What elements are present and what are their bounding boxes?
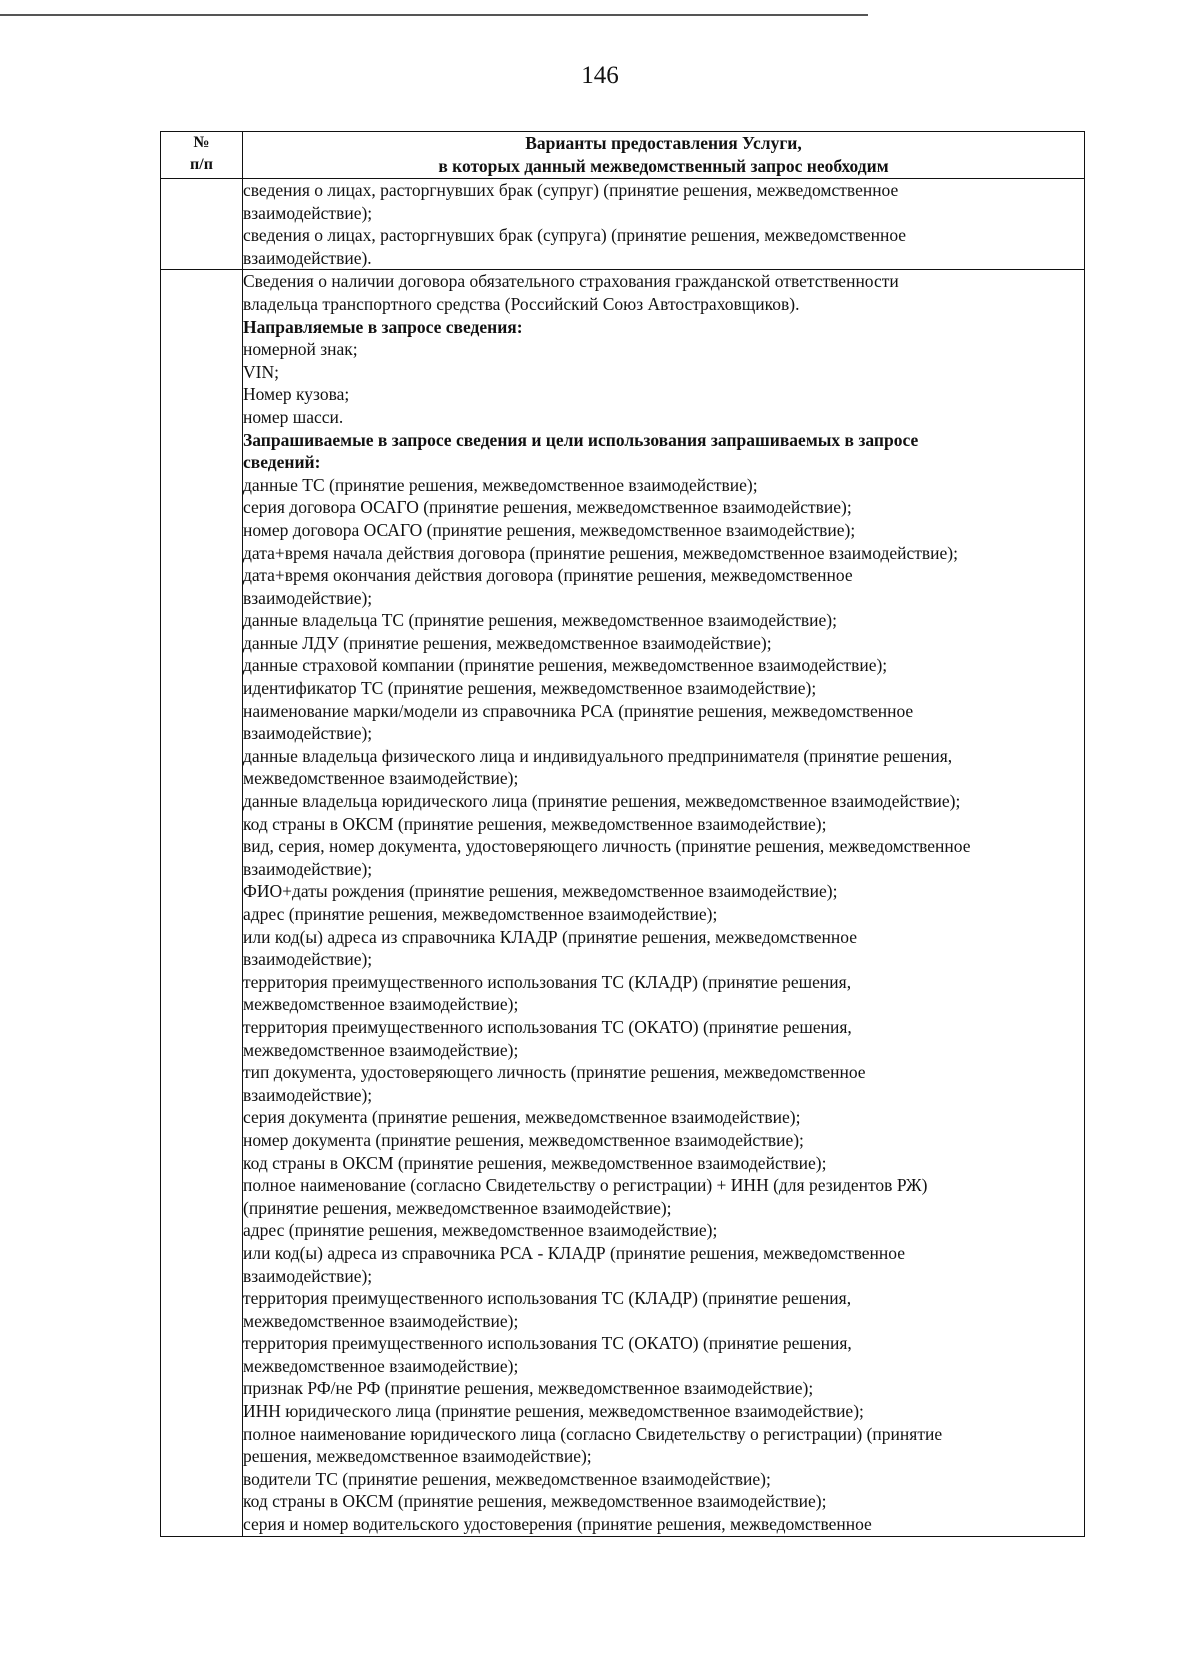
list-item: или код(ы) адреса из справочника РСА - КЛАДР (принятие решения, межведомственное [243, 1242, 905, 1263]
table-row [161, 270, 1085, 1536]
list-item: адрес (принятие решения, межведомственное взаимодействие); [243, 1220, 718, 1241]
list-item: территория преимущественного использования ТС (КЛАДР) (принятие решения, [243, 971, 852, 992]
list-item: взаимодействие). [243, 247, 372, 268]
list-item: территория преимущественного использования ТС (ОКАТО) (принятие решения, [243, 1016, 852, 1037]
list-item: взаимодействие); [243, 1084, 373, 1105]
list-item: номер договора ОСАГО (принятие решения, межведомственное взаимодействие); [243, 519, 856, 540]
header-number-label: № [193, 134, 210, 151]
list-item: взаимодействие); [243, 202, 373, 223]
list-item: серия и номер водительского удостоверения (принятие решения, межведомственное [243, 1514, 872, 1535]
header-variants-line2: в которых данный межведомственный запрос необходим [438, 156, 889, 176]
list-item: взаимодействие); [243, 949, 373, 970]
list-item: данные страховой компании (принятие решения, межведомственное взаимодействие); [243, 655, 888, 676]
row-number-cell [161, 179, 243, 270]
list-item: межведомственное взаимодействие); [243, 768, 519, 789]
row-content-cell [243, 270, 1085, 1536]
list-item: межведомственное взаимодействие); [243, 1039, 519, 1060]
list-item: ФИО+даты рождения (принятие решения, межведомственное взаимодействие); [243, 881, 838, 902]
list-item: (принятие решения, межведомственное взаимодействие); [243, 1197, 672, 1218]
list-item: решения, межведомственное взаимодействие); [243, 1446, 592, 1467]
list-item: серия документа (принятие решения, межведомственное взаимодействие); [243, 1107, 801, 1128]
list-item: взаимодействие); [243, 858, 373, 879]
list-item: данные ТС (принятие решения, межведомственное взаимодействие); [243, 474, 758, 495]
list-item: номерной знак; [243, 339, 358, 360]
header-number-column [161, 132, 243, 179]
section-heading: Направляемые в запросе сведения: [243, 316, 523, 337]
list-item: водители ТС (принятие решения, межведомственное взаимодействие); [243, 1468, 771, 1489]
list-item: владельца транспортного средства (Российский Союз Автостраховщиков). [243, 293, 800, 314]
list-item: данные владельца ТС (принятие решения, межведомственное взаимодействие); [243, 610, 838, 631]
list-item: тип документа, удостоверяющего личность (принятие решения, межведомственное [243, 1062, 866, 1083]
page-number: 146 [581, 62, 619, 89]
list-item: код страны в ОКСМ (принятие решения, межведомственное взаимодействие); [243, 1152, 827, 1173]
list-item: межведомственное взаимодействие); [243, 1355, 519, 1376]
list-item: VIN; [243, 361, 279, 382]
list-item: или код(ы) адреса из справочника КЛАДР (принятие решения, межведомственное [243, 926, 858, 947]
list-item: адрес (принятие решения, межведомственное взаимодействие); [243, 904, 718, 924]
list-item: дата+время начала действия договора (принятие решения, межведомственное взаимодействие); [243, 542, 958, 563]
row-content-cell [243, 179, 1085, 270]
list-item: признак РФ/не РФ (принятие решения, межведомственное взаимодействие); [243, 1378, 814, 1399]
list-item: сведения о лицах, расторгнувших брак (супруга) (принятие решения, межведомственное [243, 225, 907, 246]
list-item: номер документа (принятие решения, межведомственное взаимодействие); [243, 1129, 804, 1150]
list-item: полное наименование (согласно Свидетельству о регистрации) + ИНН (для резидентов РЖ) [243, 1175, 928, 1196]
list-item: территория преимущественного использования ТС (КЛАДР) (принятие решения, [243, 1288, 852, 1309]
table-row [161, 179, 1085, 270]
list-item: код страны в ОКСМ (принятие решения, межведомственное взаимодействие); [243, 1491, 827, 1512]
section-heading: Запрашиваемые в запросе сведения и цели использования запрашиваемых в запросе [243, 429, 919, 450]
list-item: дата+время окончания действия договора (принятие решения, межведомственное [243, 565, 853, 586]
list-item: вид, серия, номер документа, удостоверяющего личность (принятие решения, межведомственное [243, 836, 971, 857]
list-item: взаимодействие); [243, 1265, 373, 1286]
list-item: идентификатор ТС (принятие решения, межведомственное взаимодействие); [243, 678, 817, 699]
list-item: полное наименование юридического лица (согласно Свидетельству о регистрации) (принятие [243, 1423, 943, 1444]
list-item: данные владельца физического лица и индивидуального предпринимателя (принятие решения, [243, 745, 953, 766]
list-item: код страны в ОКСМ (принятие решения, межведомственное взаимодействие); [243, 813, 827, 834]
list-item: наименование марки/модели из справочника РСА (принятие решения, межведомственное [243, 700, 914, 721]
top-rule [0, 14, 868, 16]
list-item: серия договора ОСАГО (принятие решения, межведомственное взаимодействие); [243, 497, 852, 518]
list-item: данные владельца юридического лица (принятие решения, межведомственное взаимодействие); [243, 791, 961, 812]
list-item: межведомственное взаимодействие); [243, 1310, 519, 1331]
document-table [160, 131, 1085, 1537]
header-variants-column [243, 132, 1085, 179]
list-item: номер шасси. [243, 406, 344, 427]
list-item: взаимодействие); [243, 587, 373, 608]
list-item: территория преимущественного использования ТС (ОКАТО) (принятие решения, [243, 1333, 852, 1354]
table-header-row [161, 132, 1085, 179]
header-variants-line1: Варианты предоставления Услуги, [525, 133, 802, 153]
list-item: ИНН юридического лица (принятие решения, межведомственное взаимодействие); [243, 1401, 864, 1422]
list-item: Сведения о наличии договора обязательного страхования гражданской ответственности [243, 271, 899, 292]
header-number-sublabel: п/п [190, 156, 213, 173]
list-item: межведомственное взаимодействие); [243, 994, 519, 1015]
list-item: данные ЛДУ (принятие решения, межведомственное взаимодействие); [243, 632, 772, 653]
list-item: сведения о лицах, расторгнувших брак (супруг) (принятие решения, межведомственное [243, 180, 899, 200]
row-number-cell [161, 270, 243, 1536]
list-item: Номер кузова; [243, 384, 350, 405]
section-heading: сведений: [243, 452, 321, 473]
list-item: взаимодействие); [243, 723, 373, 744]
